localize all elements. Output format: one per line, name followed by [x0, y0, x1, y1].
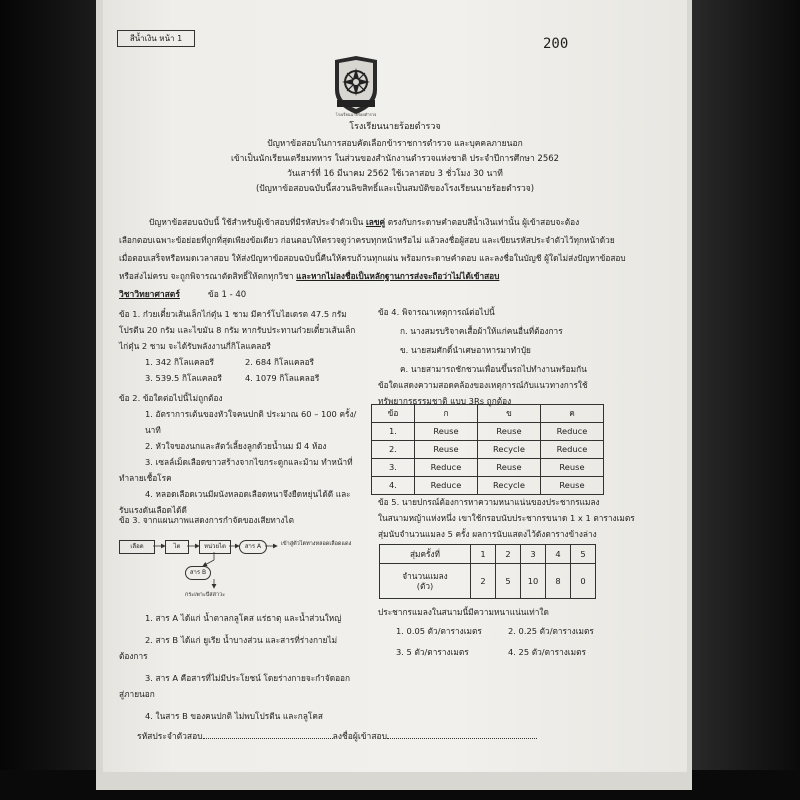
kidney-diagram: [119, 530, 369, 610]
question-5-line: ในสนามหญ้าแห่งหนึ่ง เขาใช้กรอบนับประชากรขนาด 1 x 1 ตารางเมตร: [378, 513, 635, 523]
table-cell: 8: [546, 564, 571, 599]
diagram-box-blood: เลือด: [119, 540, 155, 554]
table-cell: 3.: [372, 459, 415, 477]
instructions-line-1: [119, 214, 674, 230]
instructions-text: ตรงกับกระดาษคำตอบสีน้ำเงินเท่านั้น ผู้เข้าสอบจะต้อง: [385, 217, 580, 227]
question-1-line: โปรตีน 20 กรัม และไขมัน 8 กรัม หากรับประทานก๋วยเตี๋ยวเส้นเล็ก: [119, 325, 356, 335]
question-5-prompt: ประชากรแมลงในสนามนี้มีความหนาแน่นเท่าใด: [378, 607, 549, 617]
table-cell: 2: [496, 545, 521, 564]
diagram-reabsorption-label: เข้าสู่ตัวไตทางหลอดเลือดแดง: [281, 541, 352, 547]
table-cell: 5: [571, 545, 596, 564]
question-4: [378, 304, 678, 409]
table-cell: Reuse: [415, 423, 478, 441]
instructions-line-4: [119, 268, 674, 284]
table-cell: 4.: [372, 477, 415, 495]
section-heading: [119, 290, 246, 301]
table-cell: Reduce: [541, 441, 604, 459]
question-5-table: [379, 544, 596, 599]
question-3-option-4: 4. ในสาร B ของคนปกติ ไม่พบโปรตีน และกลูโคส: [145, 711, 323, 721]
table-header-row: [372, 405, 604, 423]
table-row-label-line: (ตัว): [416, 581, 434, 591]
table-cell: 1.: [372, 423, 415, 441]
table-header: ข: [478, 405, 541, 423]
exam-title-line-1: ปัญหาข้อสอบในการสอบคัดเลือกข้าราชการตำรวจ และบุคคลภายนอก: [267, 139, 523, 149]
question-3-option-3-cont: สู่ภายนอก: [119, 689, 155, 699]
table-cell: Reuse: [541, 459, 604, 477]
question-range: ข้อ 1 - 40: [207, 290, 247, 300]
question-5-line: สุ่มนับจำนวนแมลง 5 ครั้ง ผลการนับแสดงไว้ดังตารางข้างล่าง: [378, 529, 597, 539]
exam-title-line-2: เข้าเป็นนักเรียนเตรียมทหาร ในส่วนของสำนักงานตำรวจแห่งชาติ ประจำปีการศึกษา 2562: [230, 154, 560, 164]
question-4-prompt: ข้อใดแสดงความสอดคล้องของเหตุการณ์กับแนวทางการใช้: [378, 380, 588, 390]
table-header: ข้อ: [372, 405, 415, 423]
table-header: ก: [415, 405, 478, 423]
question-5-line: ข้อ 5. นายปกรณ์ต้องการหาความหนาแน่นของประชากรแมลง: [378, 497, 600, 507]
signature-field[interactable]: [387, 738, 537, 739]
table-cell: 10: [521, 564, 546, 599]
question-5-options: [378, 604, 678, 660]
question-2: [119, 390, 369, 518]
table-row: [372, 441, 604, 459]
table-cell: 4: [546, 545, 571, 564]
instructions-text: หรือส่งไม่ครบ จะถูกพิจารณาตัดสิทธิ์ให้ตกทุกวิชา: [119, 271, 297, 281]
question-2-option-4: 4. หลอดเลือดเวนมีผนังหลอดเลือดหนาจึงยืดหยุ่นได้ดี และ: [145, 489, 351, 499]
table-cell: Reuse: [478, 423, 541, 441]
question-4-event-c: ค. นายสามารถชักชวนเพื่อนขึ้นรถไปทำงานพร้อมกัน: [400, 364, 587, 374]
page-number: 200: [543, 36, 569, 52]
question-1-line: ข้อ 1. ก๋วยเตี๋ยวเส้นเล็กไก่ตุ๋น 1 ชาม มีคาร์โบไฮเดรต 47.5 กรัม: [119, 309, 347, 319]
diagram-bladder-label: กระเพาะปัสสาวะ: [185, 592, 226, 598]
signature-label: ลงชื่อผู้เข้าสอบ: [332, 732, 388, 742]
question-5-option-4: 4. 25 ตัว/ตารางเมตร: [508, 647, 586, 657]
question-1: [119, 306, 369, 386]
question-4-stem: ข้อ 4. พิจารณาเหตุการณ์ต่อไปนี้: [378, 307, 495, 317]
question-5-option-2: 2. 0.25 ตัว/ตารางเมตร: [508, 626, 594, 636]
table-cell: 2: [471, 564, 496, 599]
question-5-option-3: 3. 5 ตัว/ตารางเมตร: [396, 647, 469, 657]
background-left: [0, 0, 100, 800]
question-3-options: [119, 610, 369, 724]
question-3-option-2-cont: ต้องการ: [119, 651, 148, 661]
exam-code-field[interactable]: [203, 738, 333, 739]
table-row: [380, 545, 596, 564]
subject-title: วิชาวิทยาศาสตร์: [119, 290, 180, 300]
exam-page: [103, 0, 687, 772]
table-cell: Recycle: [478, 441, 541, 459]
footer: [137, 732, 537, 743]
table-cell: Reduce: [415, 459, 478, 477]
table-row: [372, 423, 604, 441]
question-4-prompt-cont: ทรัพยากรธรรมชาติ แบบ 3Rs ถูกต้อง: [378, 396, 512, 406]
table-cell: Reuse: [541, 477, 604, 495]
exam-code-label: รหัสประจำตัวสอบ: [137, 732, 203, 742]
question-3-stem: ข้อ 3. จากแผนภาพแสดงการกำจัดของเสียทางไต: [119, 515, 294, 525]
table-cell: 0: [571, 564, 596, 599]
table-cell: 5: [496, 564, 521, 599]
table-row-label-line: จำนวนแมลง: [402, 570, 448, 581]
signature-warning: และหากไม่ลงชื่อเป็นหลักฐานการส่งจะถือว่าไม่ได้เข้าสอบ: [296, 271, 500, 281]
question-1-option-1: 1. 342 กิโลแคลอรี: [145, 357, 215, 367]
question-2-option-2: 2. หัวใจของนกและสัตว์เลี้ยงลูกด้วยน้ำนม มี 4 ห้อง: [145, 441, 327, 451]
table-row: [380, 564, 596, 599]
diagram-box-kidney: ไต: [165, 540, 189, 554]
question-5: [378, 494, 678, 542]
emblem-caption: โรงเรียนนายร้อยตำรวจ: [335, 112, 377, 117]
table-cell: Reduce: [415, 477, 478, 495]
diagram-box-tubule: หน่วยไต: [199, 540, 231, 554]
diagram-box-substance-b: สาร B: [185, 566, 211, 580]
question-1-option-4: 4. 1079 กิโลแคลอรี: [245, 373, 320, 383]
instructions-line-3: เมื่อตอบเสร็จหรือหมดเวลาสอบ ให้ส่งปัญหาข้อสอบฉบับนี้คืนให้ครบถ้วนทุกแผ่น พร้อมกระดาษคำตอบ และลงชื่อในบัญชี ผู้ใดไม่ส่งปัญหาข้อสอบ: [119, 253, 626, 263]
question-5-option-1: 1. 0.05 ตัว/ตารางเมตร: [396, 626, 482, 636]
exam-date-line: วันเสาร์ที่ 16 มีนาคม 2562 ใช้เวลาสอบ 3 ชั่วโมง 30 นาที: [287, 169, 503, 179]
question-4-event-b: ข. นายสมศักดิ์นำเศษอาหารมาทำปุ๋ย: [400, 345, 531, 355]
question-2-stem: ข้อ 2. ข้อใดต่อไปนี้ไม่ถูกต้อง: [119, 393, 223, 403]
question-1-line: ไก่ตุ๋น 2 ชาม จะได้รับพลังงานกี่กิโลแคลอรี: [119, 341, 271, 351]
instructions-text: ปัญหาข้อสอบฉบับนี้ ใช้สำหรับผู้เข้าสอบที่มีรหัสประจำตัวเป็น: [149, 217, 366, 227]
table-row-label: [380, 564, 471, 599]
background-right: [690, 0, 800, 800]
question-1-option-3: 3. 539.5 กิโลแคลอรี: [145, 373, 222, 383]
instructions-line-2: เลือกตอบเฉพาะข้อย่อยที่ถูกที่สุดเพียงข้อเดียว ก่อนตอบให้ตรวจดูว่าครบทุกหน้าหรือไม่ แล้วลงชื่อผู้สอบ และเขียนรหัสประจำตัวไว้ทุกหน้าด้วย: [119, 235, 615, 245]
question-3-option-2: 2. สาร B ได้แก่ ยูเรีย น้ำบางส่วน และสารที่ร่างกายไม่: [145, 635, 338, 645]
question-3-option-1: 1. สาร A ได้แก่ น้ำตาลกลูโคส แร่ธาตุ และน้ำส่วนใหญ่: [145, 613, 342, 623]
table-header: ค: [541, 405, 604, 423]
question-2-option-4-cont: รับแรงดันเลือดได้ดี: [119, 505, 187, 515]
table-cell: 3: [521, 545, 546, 564]
question-2-option-3-cont: ทำลายเชื้อโรค: [119, 473, 172, 483]
question-3-option-3: 3. สาร A คือสารที่ไม่มีประโยชน์ โดยร่างกายจะกำจัดออก: [145, 673, 351, 683]
table-row-label: สุ่มครั้งที่: [380, 545, 471, 564]
table-row: [372, 477, 604, 495]
table-cell: Reduce: [541, 423, 604, 441]
page-label: สีน้ำเงิน หน้า 1: [117, 30, 195, 47]
question-2-option-1: 1. อัตราการเต้นของหัวใจคนปกติ ประมาณ 60 – 100 ครั้ง/นาที: [145, 409, 357, 435]
school-emblem-icon: [331, 54, 381, 120]
question-1-option-2: 2. 684 กิโลแคลอรี: [245, 357, 315, 367]
question-4-event-a: ก. นางสมรบริจาคเสื้อผ้าให้แก่คนอื่นที่ต้องการ: [400, 326, 563, 336]
school-name: โรงเรียนนายร้อยตำรวจ: [349, 122, 441, 132]
table-cell: 2.: [372, 441, 415, 459]
table-row: [372, 459, 604, 477]
table-cell: Recycle: [478, 477, 541, 495]
question-4-table: [371, 404, 604, 495]
table-cell: Reuse: [415, 441, 478, 459]
table-cell: Reuse: [478, 459, 541, 477]
even-number-emphasis: เลขคู่: [365, 217, 386, 227]
diagram-box-substance-a: สาร A: [239, 540, 267, 554]
question-2-option-3: 3. เซลล์เม็ดเลือดขาวสร้างจากไขกระดูกและม้าม ทำหน้าที่: [145, 457, 353, 467]
table-cell: 1: [471, 545, 496, 564]
copyright-note: (ปัญหาข้อสอบฉบับนี้สงวนลิขสิทธิ์และเป็นสมบัติของโรงเรียนนายร้อยตำรวจ): [255, 184, 535, 194]
